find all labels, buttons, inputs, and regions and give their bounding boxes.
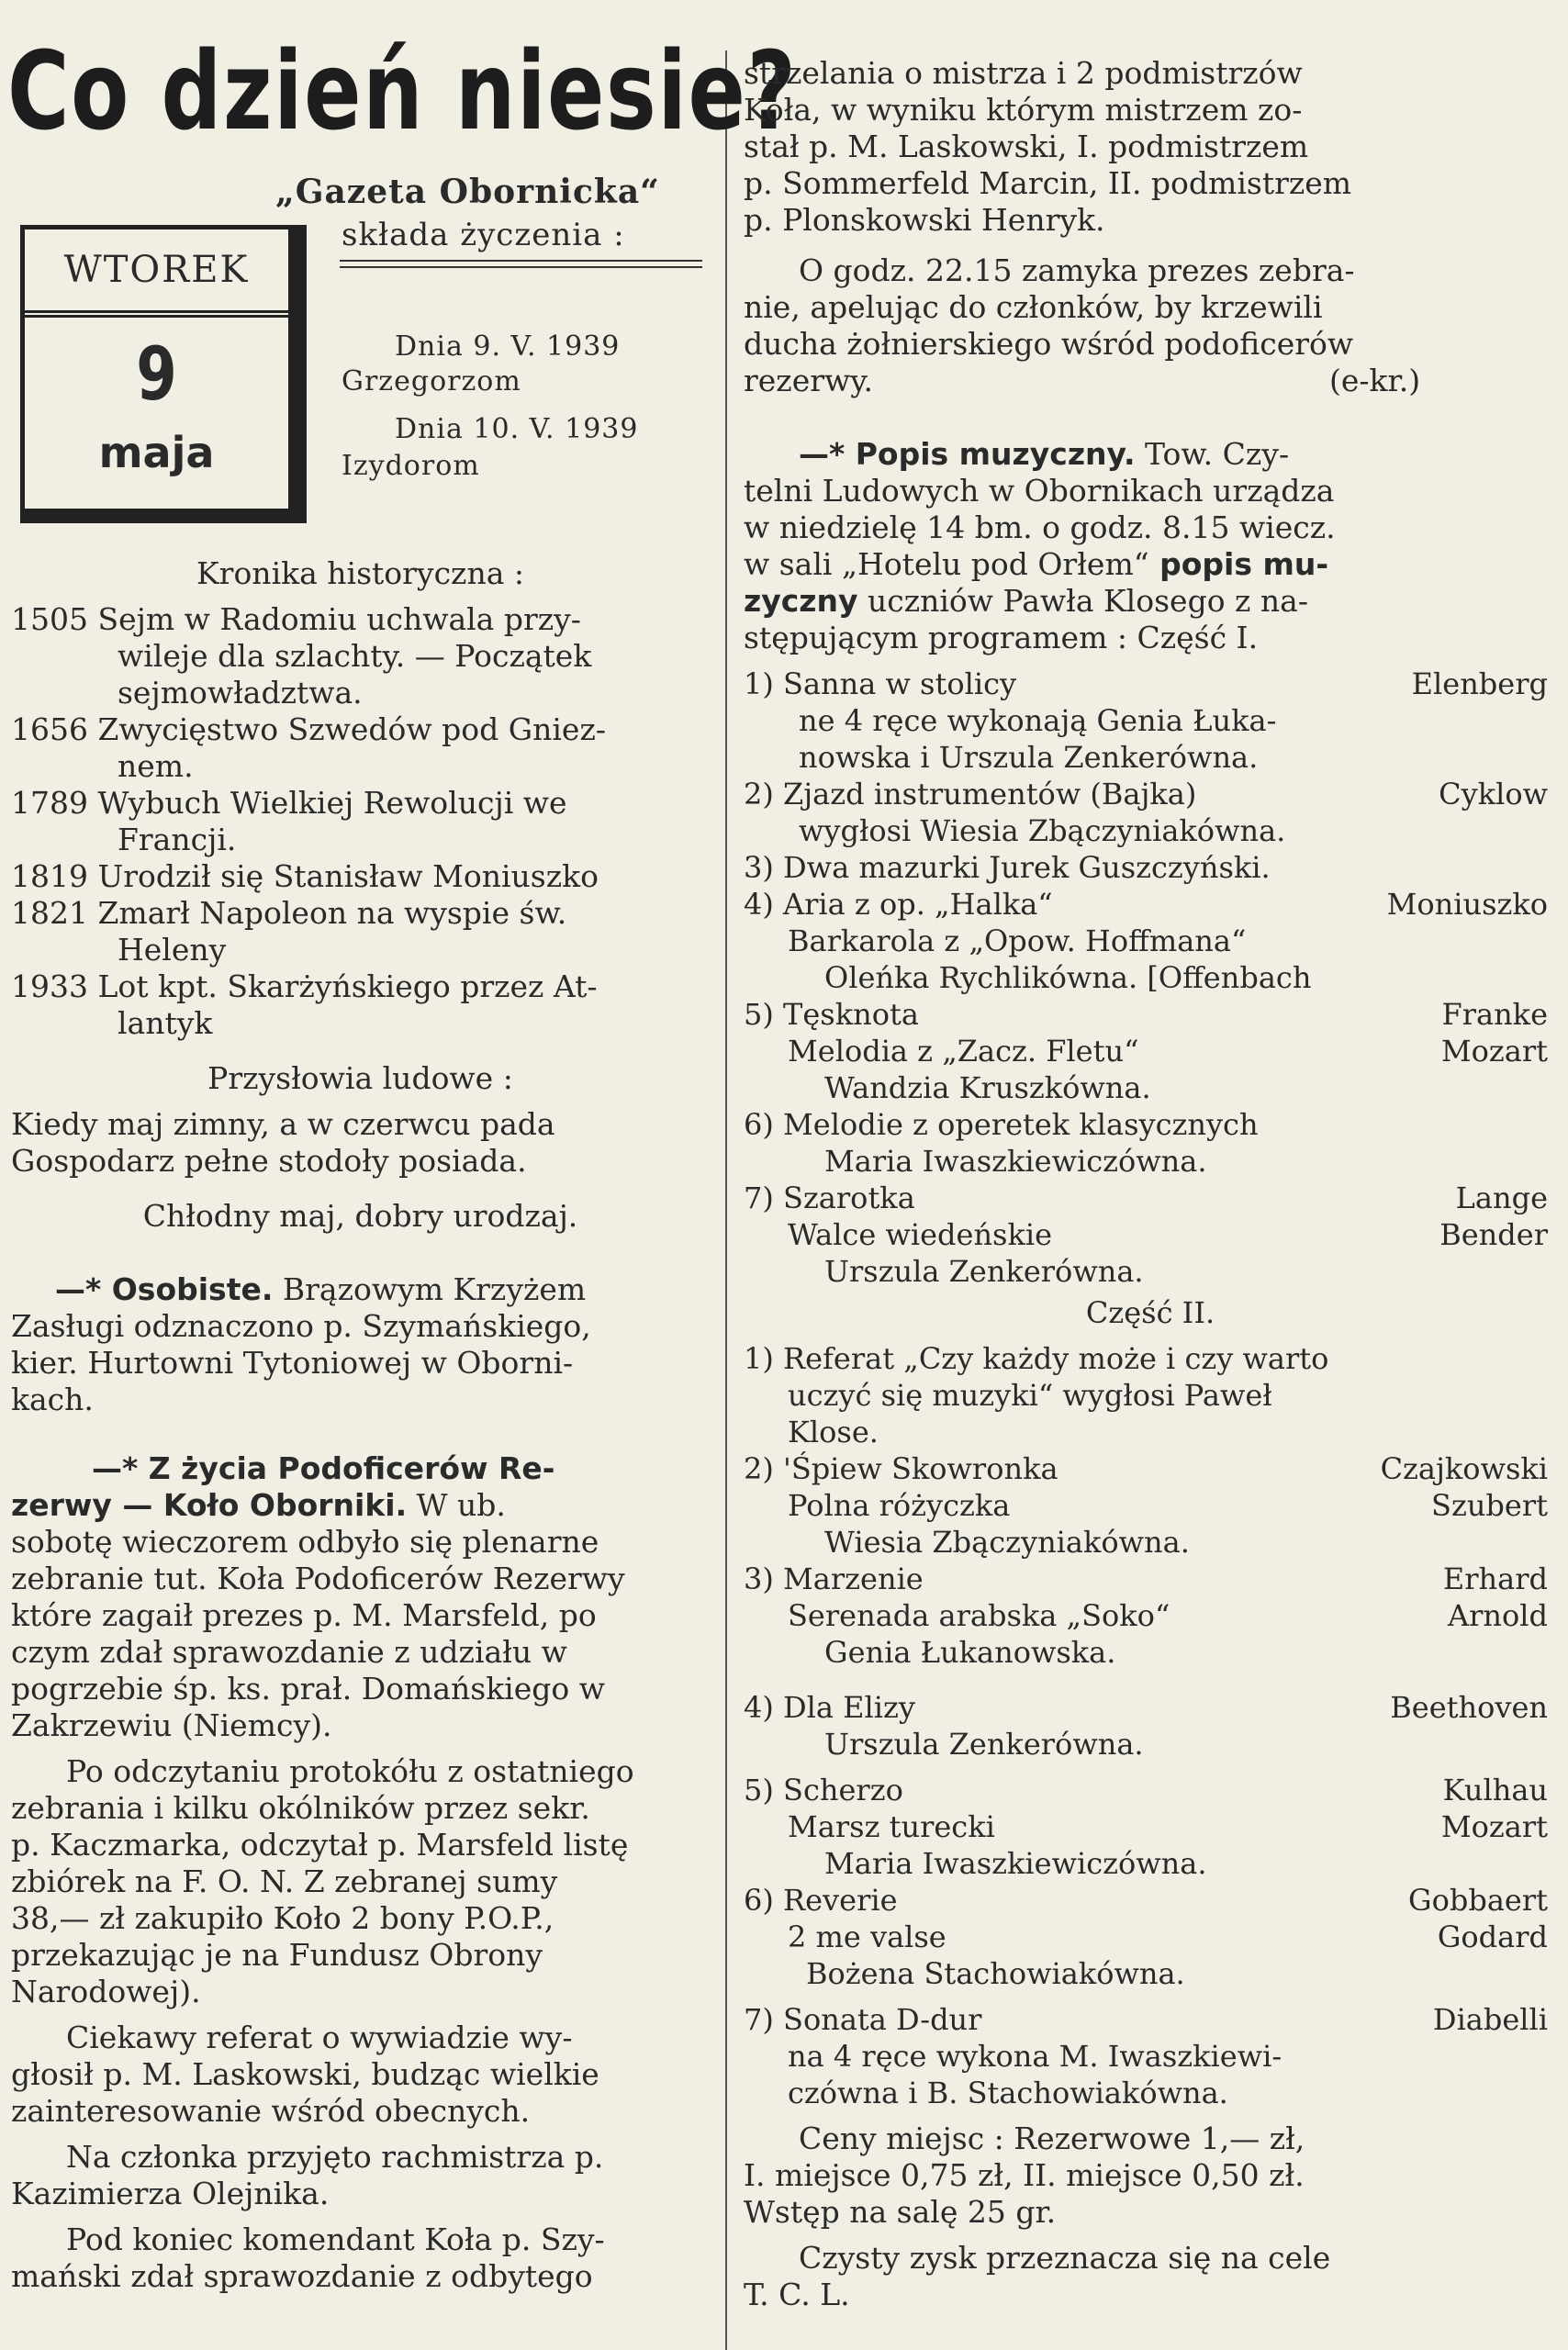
program-part-heading: Część II. [1085,1295,1215,1330]
text-line: które zagaił prezes p. M. Marsfeld, po [11,1597,597,1633]
program-composer: Erhard [1442,1561,1548,1596]
name-day-date: Dnia 10. V. 1939 [395,413,639,445]
program-item: Serenada arabska „Soko“ [788,1598,1170,1633]
program-item: ne 4 ręce wykonają Genia Łuka- [799,703,1277,738]
program-composer: Beethoven [1390,1690,1548,1725]
calendar-month: maja [98,428,215,477]
text-line: czym zdał sprawozdanie z udziału w [11,1634,567,1670]
text-line: Koła, w wyniku którym mistrzem zo- [744,92,1303,128]
text-line: Heleny [118,932,227,968]
text-line: w niedzielę 14 bm. o godz. 8.15 wiecz. [744,509,1336,545]
program-composer: Arnold [1448,1598,1548,1633]
program-item: 4) Dla Elizy [744,1690,915,1725]
program-item: Genia Łukanowska. [824,1635,1116,1670]
program-composer: Mozart [1440,1809,1548,1844]
program-composer: Godard [1437,1919,1548,1954]
program-composer: Moniuszko [1386,887,1548,922]
article-heading [11,1487,506,1524]
program-composer: Gobbaert [1408,1883,1548,1918]
text-line: I. miejsce 0,75 zł, II. miejsce 0,50 zł. [744,2157,1305,2193]
text-line: zainteresowanie wśród obecnych. [11,2093,531,2129]
text-line: mański zdał sprawozdanie z odbytego [11,2258,593,2294]
rule [340,260,702,262]
text-line: Na członka przyjęto rachmistrza p. [66,2139,604,2175]
text-line: Po odczytaniu protokółu z ostatniego [66,1753,634,1789]
text-line: Pod koniec komendant Koła p. Szy- [66,2221,605,2257]
wishes-label: składa życzenia : [342,217,625,253]
text-line: rezerwy. [744,363,873,398]
heading-rest: Tow. Czy- [1135,436,1290,472]
text-line: Chłodny maj, dobry urodzaj. [142,1198,578,1234]
program-composer: Kulhau [1442,1773,1548,1807]
program-composer: Elenberg [1411,666,1548,701]
program-item: czówna i B. Stachowiakówna. [788,2076,1228,2110]
program-item: Marsz turecki [788,1809,995,1844]
text-line: p. Plonskowski Henryk. [744,202,1105,238]
text-line: Ceny miejsc : Rezerwowe 1,— zł, [799,2121,1305,2156]
text-line [744,546,1328,583]
program-item: Oleńka Rychlikówna. [Offenbach [824,960,1312,995]
calendar-day: 9 [136,331,177,417]
text-line: zebrania i kilku okólników przez sekr. [11,1790,590,1826]
program-item: Melodia z „Zacz. Fletu“ [788,1034,1139,1069]
text-line: Kiedy maj zimny, a w czerwcu pada [11,1106,555,1142]
text-line: p. Sommerfeld Marcin, II. podmistrzem [744,165,1352,201]
program-item: na 4 ręce wykona M. Iwaszkiewi- [788,2039,1282,2074]
text-line: Zakrzewiu (Niemcy). [11,1707,332,1743]
text-line: zbiórek na F. O. N. Z zebranej sumy [11,1863,558,1899]
text-line: Ciekawy referat o wywiadzie wy- [66,2020,573,2055]
calendar-weekday: WTOREK [25,229,288,318]
text-line: telni Ludowych w Obornikach urządza [744,473,1335,509]
program-composer: Mozart [1440,1034,1548,1069]
text-line: Narodowej). [11,1974,201,2009]
program-item: Maria Iwaszkiewiczówna. [824,1144,1207,1179]
heading-rest: Brązowym Krzyżem [273,1271,587,1307]
text-line: Wstęp na salę 25 gr. [744,2194,1057,2230]
program-item: 2) Zjazd instrumentów (Bajka) [744,777,1197,811]
name-day-name: Izydorom [342,450,480,482]
program-item: Wandzia Kruszkówna. [824,1070,1151,1105]
program-item: 6) Reverie [744,1883,898,1918]
text-line: głosił p. M. Laskowski, budząc wielkie [11,2056,599,2092]
text-line: O godz. 22.15 zamyka prezes zebra- [799,252,1355,288]
name-day-date: Dnia 9. V. 1939 [395,330,621,363]
program-item: Urszula Zenkerówna. [824,1254,1144,1289]
text-line: przekazując je na Fundusz Obrony [11,1937,543,1973]
program-item: nowska i Urszula Zenkerówna. [799,740,1259,775]
program-item: 3) Marzenie [744,1561,924,1596]
text-line: Zasługi odznaczono p. Szymańskiego, [11,1308,591,1344]
text-line [744,583,1308,620]
author-signature: (e-kr.) [1329,363,1421,398]
text-line: stępującym programem : Część I. [744,620,1259,655]
program-item: 4) Aria z op. „Halka“ [744,887,1053,922]
program-composer: Lange [1455,1181,1548,1215]
text-line: Francji. [118,822,237,857]
program-composer: Cyklow [1439,777,1548,811]
program-item: 2) 'Śpiew Skowronka [744,1451,1058,1486]
program-item: 7) Sonata D-dur [744,2002,982,2037]
text-line: 1819 Urodził się Stanisław Moniuszko [11,858,599,894]
rule [340,266,702,268]
gazeta-name: „Gazeta Obornicka“ [275,173,660,211]
page-title: Co dzień niesie? [7,28,798,154]
program-item: Wiesia Zbączyniakówna. [824,1525,1190,1560]
text-bold-part: zyczny [744,583,858,619]
text-line: strzelania o mistrza i 2 podmistrzów [744,55,1303,91]
article-heading: —* Z życia Podoficerów Re- [92,1450,555,1486]
program-item: 2 me valse [788,1919,946,1954]
section-heading: Przysłowia ludowe : [207,1060,513,1096]
text-line: 1505 Sejm w Radomiu uchwala przy- [11,601,581,637]
text-part: w sali „Hotelu pod Orłem“ [744,546,1149,582]
program-composer: Diabelli [1432,2002,1548,2037]
text-line: kier. Hurtowni Tytoniowej w Oborni- [11,1345,574,1381]
text-line: lantyk [118,1005,213,1041]
program-item: 1) Referat „Czy każdy może i czy warto [744,1341,1329,1376]
text-line: sobotę wieczorem odbyło się plenarne [11,1524,599,1560]
program-item: 1) Sanna w stolicy [744,666,1017,701]
program-composer: Czajkowski [1380,1451,1548,1486]
section-heading: Kronika historyczna : [196,555,524,591]
text-line: Kazimierza Olejnika. [11,2176,330,2211]
calendar-box [20,225,307,523]
text-line: Czysty zysk przeznacza się na cele [799,2240,1331,2276]
program-item: 5) Tęsknota [744,997,919,1032]
text-line: stał p. M. Laskowski, I. podmistrzem [744,129,1309,164]
text-line: Gospodarz pełne stodoły posiada. [11,1143,527,1179]
program-item: 3) Dwa mazurki Jurek Guszczyński. [744,850,1271,885]
program-composer: Bender [1439,1217,1548,1252]
text-line: 1656 Zwycięstwo Szwedów pod Gniez- [11,711,606,747]
name-day-name: Grzegorzom [342,365,521,397]
text-line: T. C. L. [744,2277,850,2312]
program-item: Urszula Zenkerówna. [824,1727,1144,1762]
program-item: wygłosi Wiesia Zbączyniakówna. [799,813,1286,848]
text-line: kach. [11,1382,94,1417]
heading-bold: zerwy — Koło Oborniki. [11,1487,408,1523]
text-line: 38,— zł zakupiło Koło 2 bony P.O.P., [11,1900,554,1936]
program-item: Walce wiedeńskie [788,1217,1053,1252]
text-bold-part: popis mu- [1148,546,1329,582]
text-line: p. Kaczmarka, odczytał p. Marsfeld listę [11,1827,629,1863]
heading-bold: —* Osobiste. [55,1271,274,1307]
article-heading [799,436,1289,473]
heading-rest: W ub. [407,1487,506,1523]
column-divider [725,50,727,2350]
program-item: Polna różyczka [788,1488,1011,1523]
program-item: uczyć się muzyki“ wygłosi Paweł [788,1378,1272,1413]
text-line: ducha żołnierskiego wśród podoficerów [744,326,1354,362]
program-item: 6) Melodie z operetek klasycznych [744,1107,1259,1142]
text-line: zebranie tut. Koła Podoficerów Rezerwy [11,1561,625,1596]
text-line: nie, apelując do członków, by krzewili [744,289,1323,325]
text-line: 1789 Wybuch Wielkiej Rewolucji we [11,785,567,821]
text-line: wileje dla szlachty. — Początek [118,638,592,674]
program-composer: Franke [1441,997,1548,1032]
program-item: Klose. [788,1415,879,1449]
program-item: 5) Scherzo [744,1773,903,1807]
text-line: 1821 Zmarł Napoleon na wyspie św. [11,895,567,931]
text-line: sejmowładztwa. [118,675,363,711]
text-line: 1933 Lot kpt. Skarżyńskiego przez At- [11,968,598,1004]
program-item: Maria Iwaszkiewiczówna. [824,1846,1207,1881]
program-composer: Szubert [1431,1488,1548,1523]
program-item: Bożena Stachowiakówna. [806,1956,1185,1991]
program-item: Barkarola z „Opow. Hoffmana“ [788,923,1247,958]
heading-bold: —* Popis muzyczny. [799,436,1136,472]
text-line: nem. [118,748,194,784]
article-heading [55,1271,586,1308]
text-part: uczniów Pawła Klosego z na- [857,583,1309,619]
text-line: pogrzebie śp. ks. prał. Domańskiego w [11,1671,605,1707]
program-item: 7) Szarotka [744,1181,915,1215]
